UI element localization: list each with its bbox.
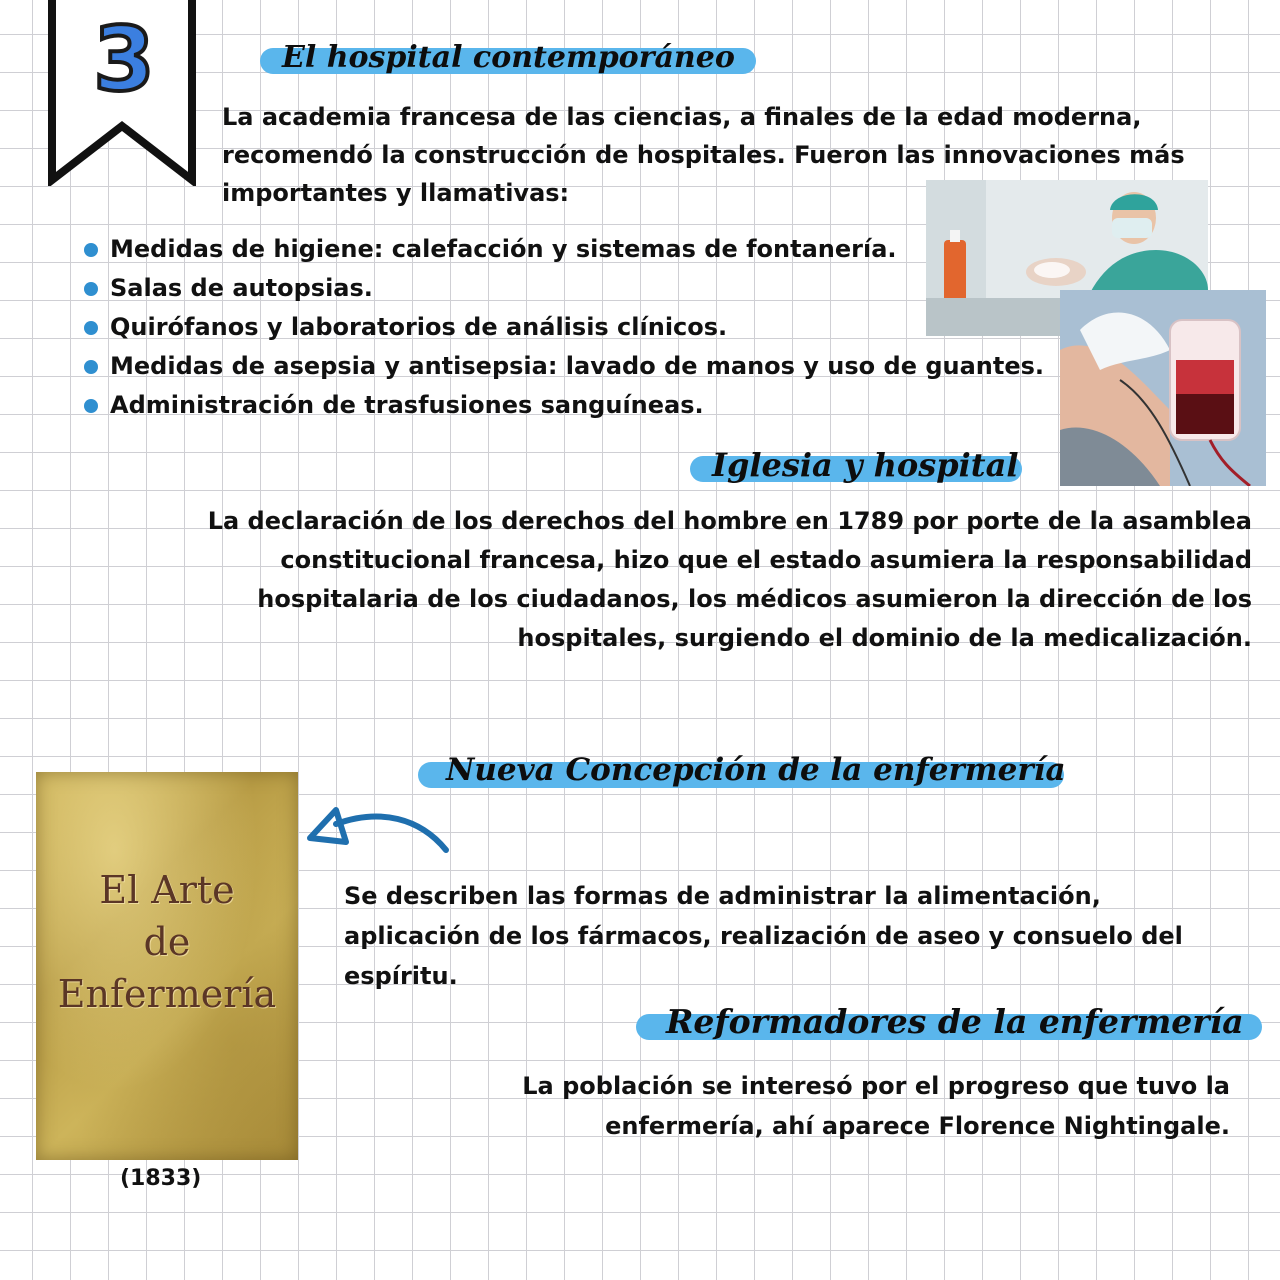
book-year-caption: (1833)	[120, 1166, 202, 1191]
list-item: Quirófanos y laboratorios de análisis clínicos.	[82, 308, 1044, 347]
bullet-dot-icon	[84, 399, 98, 413]
badge-number: 3	[93, 8, 155, 111]
curved-arrow-icon	[300, 798, 460, 858]
book-title-line: El Arte	[99, 868, 235, 912]
concepcion-paragraph	[344, 876, 1244, 996]
section-title-reformadores: Reformadores de la enfermería	[666, 1002, 1244, 1041]
paragraph-line: constitucional francesa, hizo que el estado asumiera la responsabilidad	[280, 546, 1252, 574]
bookmark-badge	[46, 0, 198, 186]
section-title-hospital-contemporaneo: El hospital contemporáneo	[282, 40, 735, 75]
book-title	[36, 864, 298, 1020]
section-title-nueva-concepcion: Nueva Concepción de la enfermería	[446, 752, 1066, 788]
paragraph-line: espíritu.	[344, 962, 458, 990]
list-item: Salas de autopsias.	[82, 269, 1044, 308]
paragraph-line: La población se interesó por el progreso que tuvo la	[522, 1072, 1230, 1100]
bullet-dot-icon	[84, 321, 98, 335]
paragraph-line: hospitalaria de los ciudadanos, los médicos asumieron la dirección de los	[257, 585, 1252, 613]
innovations-list	[82, 230, 1044, 425]
paragraph-line: Se describen las formas de administrar la alimentación,	[344, 882, 1101, 910]
reformadores-paragraph	[440, 1066, 1230, 1146]
book-title-line: Enfermería	[57, 972, 277, 1016]
section-title-iglesia-hospital: Iglesia y hospital	[712, 446, 1019, 484]
list-item: Medidas de asepsia y antisepsia: lavado de manos y uso de guantes.	[82, 347, 1044, 386]
bullet-dot-icon	[84, 360, 98, 374]
blood-transfusion-photo	[1060, 290, 1266, 486]
bullet-dot-icon	[84, 282, 98, 296]
paragraph-line: enfermería, ahí aparece Florence Nightingale.	[605, 1112, 1230, 1140]
paragraph-line: recomendó la construcción de hospitales. Fueron las innovaciones más	[222, 141, 1185, 169]
book-cover-image	[36, 772, 298, 1160]
list-item: Administración de trasfusiones sanguíneas.	[82, 386, 1044, 425]
paragraph-line: aplicación de los fármacos, realización de aseo y consuelo del	[344, 922, 1183, 950]
book-title-line: de	[143, 920, 191, 964]
paragraph-line: importantes y llamativas:	[222, 179, 570, 207]
declaration-paragraph	[150, 502, 1252, 658]
list-item: Medidas de higiene: calefacción y sistemas de fontanería.	[82, 230, 1044, 269]
paragraph-line: La declaración de los derechos del hombre en 1789 por porte de la asamblea	[207, 507, 1252, 535]
paragraph-line: La academia francesa de las ciencias, a finales de la edad moderna,	[222, 103, 1142, 131]
paragraph-line: hospitales, surgiendo el dominio de la medicalización.	[517, 624, 1252, 652]
bullet-dot-icon	[84, 243, 98, 257]
